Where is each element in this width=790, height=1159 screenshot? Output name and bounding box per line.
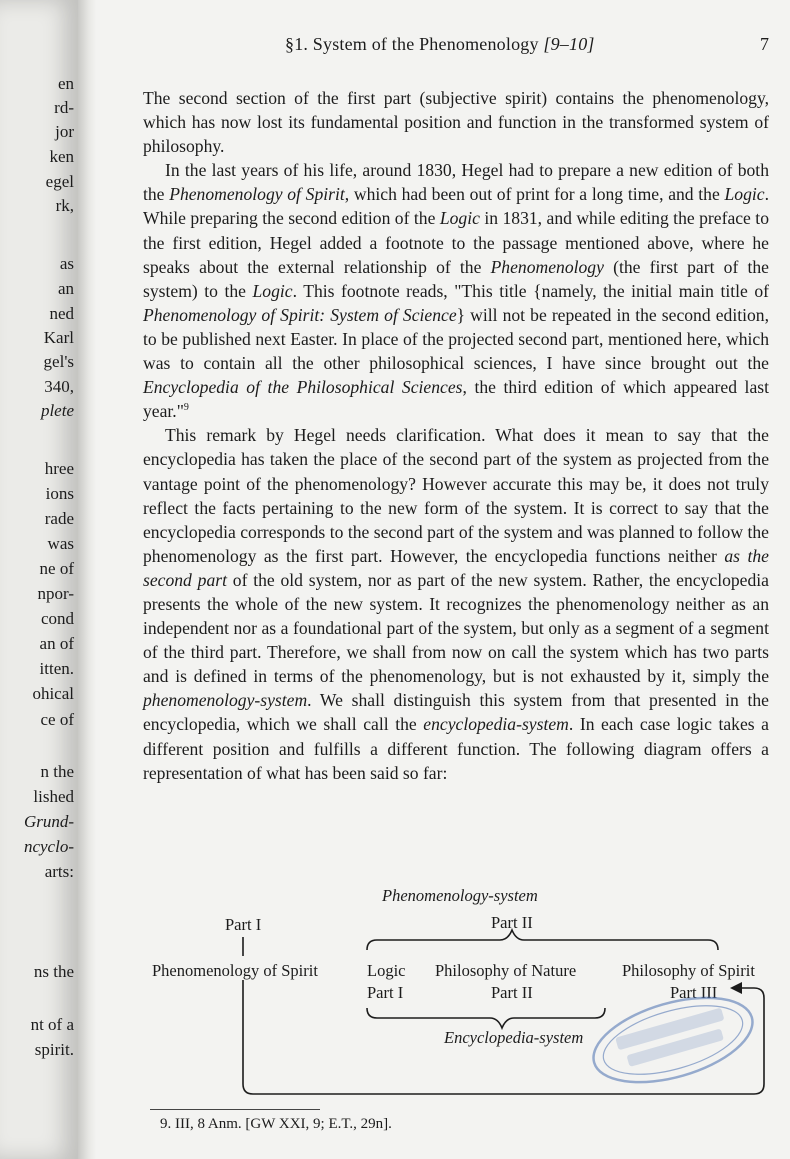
left-line: n the <box>40 762 74 781</box>
left-line: ken <box>49 147 74 166</box>
running-head <box>285 34 595 55</box>
footnote-ref: 9 <box>183 402 189 414</box>
phenomenology-of-spirit-label: Phenomenology of Spirit <box>152 961 318 980</box>
left-line: Grund- <box>23 812 74 831</box>
left-line: 340, <box>44 377 74 396</box>
left-line: rk, <box>55 196 74 215</box>
part-two-label: Part II <box>491 913 533 932</box>
left-line: ned <box>49 304 74 323</box>
left-line: ns the <box>33 962 74 981</box>
encyclopedia-system-label: Encyclopedia-system <box>444 1028 584 1047</box>
left-line: jor <box>55 122 74 141</box>
left-line: en <box>57 74 74 93</box>
left-line: arts: <box>44 862 74 881</box>
running-head-title: §1. System of the Phenomenology <box>285 34 539 54</box>
left-line: ne of <box>39 559 74 578</box>
spirit-part-label: Part III <box>670 983 718 1002</box>
paragraph: The second section of the first part (subjective spirit) contains the phenomenology, which has now lost its fundamental position and function in the transformed system of philosophy. <box>143 88 769 157</box>
left-line: ohical <box>32 684 74 703</box>
left-line: nt of a <box>30 1015 74 1034</box>
book-gutter <box>78 0 96 1159</box>
left-line: an <box>57 279 74 298</box>
running-head-pages: [9–10] <box>543 34 595 54</box>
left-line: gel's <box>43 352 74 371</box>
philosophy-of-nature-label: Philosophy of Nature <box>435 961 577 980</box>
left-line: ncyclo- <box>23 837 74 856</box>
left-line: cond <box>40 609 74 628</box>
left-line: ions <box>45 484 74 503</box>
left-line: an of <box>39 634 74 653</box>
left-line: npor- <box>37 584 74 603</box>
left-line: egel <box>45 172 74 191</box>
left-line: as <box>59 254 74 273</box>
left-facing-page <box>0 0 78 1159</box>
left-line: spirit. <box>34 1040 74 1059</box>
nature-part-label: Part II <box>491 983 533 1002</box>
paragraph: This remark by Hegel needs clarification. What does it mean to say that the encyclopedia has taken the place of the second part of the system as projected from the vantage point of the phenomenology? However accurate this may be, it does not truly reflect the facts pertaining to the new form of the system. It is correct to say that the encyclopedia corresponds to the second part of the system and was planned to follow the phenomenology as the first part. However, the encyclopedia functions neither as the second part of the old system, nor as part of the new system. Rather, the encyclopedia presents the whole of the new system. It recognizes the phenomenology neither as an independent nor as a foundational part of the system, but only as a segment of a segment of the third part. Therefore, we shall from now on call the system which has two parts and is defined in terms of the phenomenology, but is not exhausted by it, simply the phenomenology-system. We shall distinguish this system from that presented in the encyclopedia, which we shall call the encyclopedia-system. In each case logic takes a different position and fulfills a different function. The following diagram offers a representation of what has been said so far: <box>143 425 769 783</box>
paragraph: In the last years of his life, around 1830, Hegel had to prepare a new edition of both the Phenomenology of Spirit, which had been out of print for a long time, and the Logic. While preparing the second edition of the Logic in 1831, and while editing the preface to the first edition, Hegel added a footnote to the passage mentioned above, where he speaks about the external relationship of the Phenomenology (the first part of the system) to the Logic. This footnote reads, "This title {namely, the initial main title of Phenomenology of Spirit: System of Science} will not be repeated in the second edition, to be published next Easter. In place of the projected second part, mentioned here, which was to contain all the other philosophical sciences, I have since brought out the Encyclopedia of the Philosophical Sciences, the third edition of which appeared last year."$^9$ <box>143 160 770 422</box>
footnote: 9. III, 8 Anm. [GW XXI, 9; E.T., 29n]. <box>160 1116 392 1132</box>
philosophy-of-spirit-label: Philosophy of Spirit <box>622 961 755 980</box>
page-number: 7 <box>760 34 769 54</box>
left-line: rade <box>44 509 74 528</box>
left-line: Karl <box>43 328 74 347</box>
left-line: plete <box>40 401 74 420</box>
logic-part-label: Part I <box>367 983 404 1002</box>
left-line: was <box>47 534 74 553</box>
logic-label: Logic <box>367 961 406 980</box>
left-line: ce of <box>40 710 74 729</box>
footnote-rule <box>150 1109 320 1110</box>
left-line: hree <box>44 459 74 478</box>
part-one-label: Part I <box>225 915 262 934</box>
left-line: itten. <box>39 659 74 678</box>
body-text <box>143 86 769 785</box>
left-line: rd- <box>54 98 74 117</box>
phenomenology-system-label: Phenomenology-system <box>382 886 538 905</box>
left-line: lished <box>33 787 74 806</box>
